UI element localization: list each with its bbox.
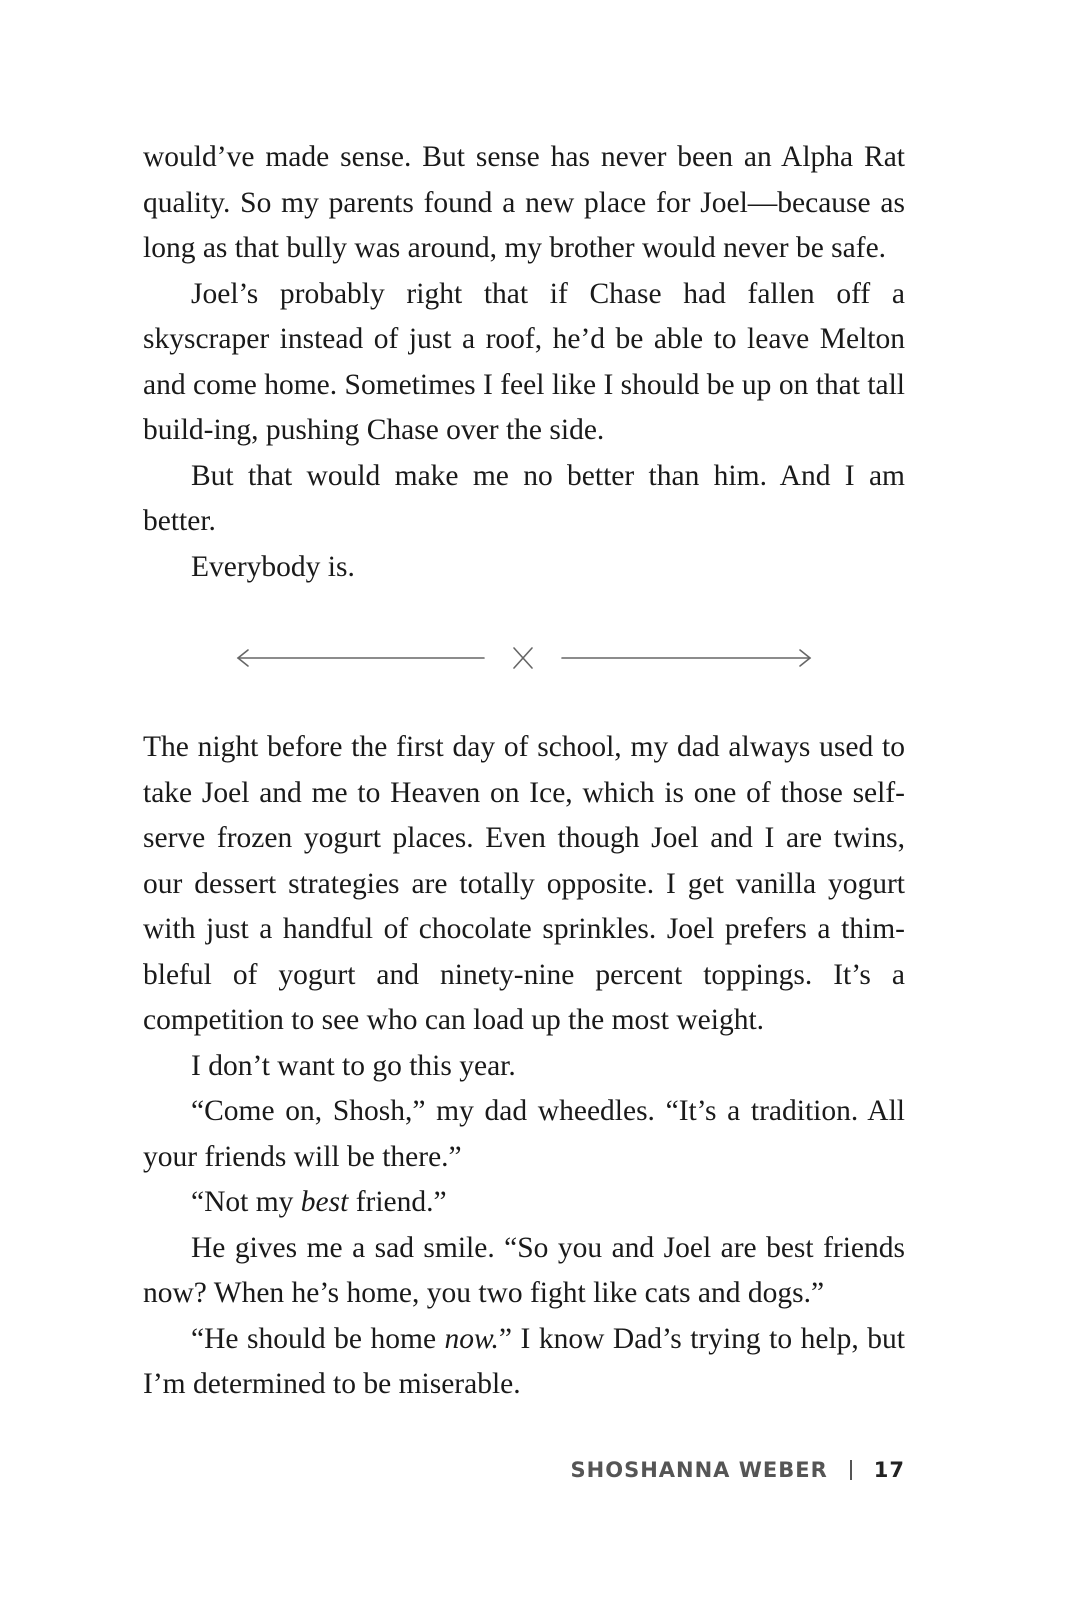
paragraph: I don’t want to go this year. xyxy=(191,1049,516,1082)
emphasis: best xyxy=(300,1186,349,1218)
separator xyxy=(850,1460,852,1480)
text-run: “Not my xyxy=(191,1186,301,1218)
top-text-section xyxy=(143,135,905,590)
paragraph xyxy=(143,1317,905,1408)
paragraph: “Come on, Shosh,” my dad wheedles. “It’s a tradition. All your friends will be there.” xyxy=(143,1095,905,1173)
paragraph: Joel’s probably right that if Chase had fallen off a skyscraper instead of just a roof, he’d be able to leave Melton and come home. Sometimes I feel like I should be up on that tall build-ing, pushing Chase over the side. xyxy=(143,277,905,446)
paragraph xyxy=(143,1180,905,1226)
page-footer xyxy=(571,1458,905,1482)
paragraph: Everybody is. xyxy=(191,550,355,583)
text-run: friend.” xyxy=(348,1186,447,1218)
page-number: 17 xyxy=(873,1458,905,1482)
paragraph: But that would make me no better than him. And I am better. xyxy=(143,459,905,537)
paragraph: The night before the first day of school, my dad always used to take Joel and me to Heaven on Ice, which is one of those self-serve frozen yogurt places. Even though Joel and I are twins, our dessert strategies are totally opposite. I get vanilla yogurt with just a handful of chocolate sprinkles. Joel prefers a thim-bleful of yogurt and ninety-nine percent toppings. It’s a competition to see who can load up the most weight. xyxy=(143,731,905,1036)
paragraph: He gives me a sad smile. “So you and Joel are best friends now? When he’s home, you two fight like cats and dogs.” xyxy=(143,1231,905,1309)
emphasis: now. xyxy=(444,1322,499,1355)
paragraph: would’ve made sense. But sense has never been an Alpha Rat quality. So my parents found a new place for Joel—because as long as that bully was around, my brother would never be safe. xyxy=(143,141,905,264)
bottom-text-section xyxy=(143,725,905,1408)
section-divider-icon xyxy=(236,642,812,674)
running-head: SHOSHANNA WEBER xyxy=(570,1458,828,1482)
text-run: “He should be home xyxy=(191,1322,445,1355)
text-run: ” I know Dad’s trying to help, but I’m determined to be miserable. xyxy=(143,1322,905,1400)
